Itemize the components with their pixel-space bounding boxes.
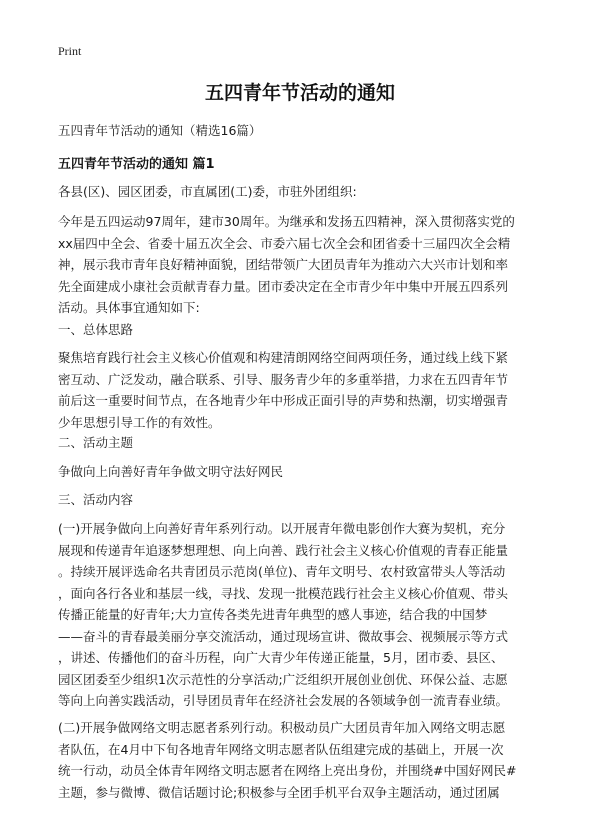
document-subtitle: 五四青年节活动的通知（精选16篇） xyxy=(58,123,262,138)
activity-content-paragraph-1: (一)开展争做向上向善好青年系列行动。以开展青年微电影创作大赛为契机，充分 展现和传递青年追逐梦想理想、向上向善、践行社会主义核心价值观的青春正能量 。持续开展评选命名共青团员示范岗(单位)、青年文明号、农村致富带头人等活动 ，面向各行各业和基层一线，寻找、发现一批模范践行社会主义核心价值观、带头 传播正能量的好青年;大力宣传各类先进青年典型的感人事迹，结合我的中国梦 ——奋斗的青春最美丽分享交流活动，通过现场宣讲、微故事会、视频展示等方式 ，讲述、传播他们的奋斗历程，向广大青少年传递正能量，5月，团市委、县区、 园区团委至少组织1次示范性的分享活动;广泛组织开展创业创优、环保公益、志愿 等向上向善实践活动，引导团员青年在经济社会发展的各领域争创一流青春业绩。 xyxy=(58,521,509,708)
page-title: 五四青年节活动的通知 xyxy=(204,82,395,104)
heading-overall-approach: 一、总体思路 xyxy=(58,322,134,337)
intro-paragraph: 今年是五四运动97周年，建市30周年。为继承和发扬五四精神，深入贯彻落实党的 xx届四中全会、省委十届五次全会、市委六届七次全会和团省委十三届四次全会精 神，展示我市青年良好精神面貌，团结带领广大团员青年为推动六大兴市计划和率 先全面建成小康社会贡献青春力量。团市委决定在全市青少年中集中开展五四系列 活动。具体事宜通知如下: xyxy=(58,214,515,315)
salutation: 各县(区)、园区团委，市直属团(工)委，市驻外团组织: xyxy=(58,184,357,199)
activity-theme-text: 争做向上向善好青年争做文明守法好网民 xyxy=(58,464,284,479)
heading-activity-theme: 二、活动主题 xyxy=(58,435,134,450)
overall-approach-paragraph: 聚焦培育践行社会主义核心价值观和构建清朗网络空间两项任务，通过线上线下紧 密互动、广泛发动，融合联系、引导、服务青少年的多重举措，力求在五四青年节 前后这一重要时间节点，在各地青少年中形成正面引导的声势和热潮，切实增强青 少年思想引导工作的有效性。 xyxy=(58,350,509,430)
print-link[interactable]: Print xyxy=(58,44,82,58)
section-heading: 五四青年节活动的通知 篇1 xyxy=(58,157,215,172)
activity-content-paragraph-2: (二)开展争做网络文明志愿者系列行动。积极动员广大团员青年加入网络文明志愿 者队伍，在4月中下旬各地青年网络文明志愿者队伍组建完成的基础上，开展一次 统一行动，动员全体青年网络文明志愿者在网络上亮出身份，并围绕#中国好网民# 主题，参与微博、微信话题讨论;积极参与全团手机平台双争主题活动，通过团属 xyxy=(58,720,517,800)
heading-activity-content: 三、活动内容 xyxy=(58,492,134,507)
